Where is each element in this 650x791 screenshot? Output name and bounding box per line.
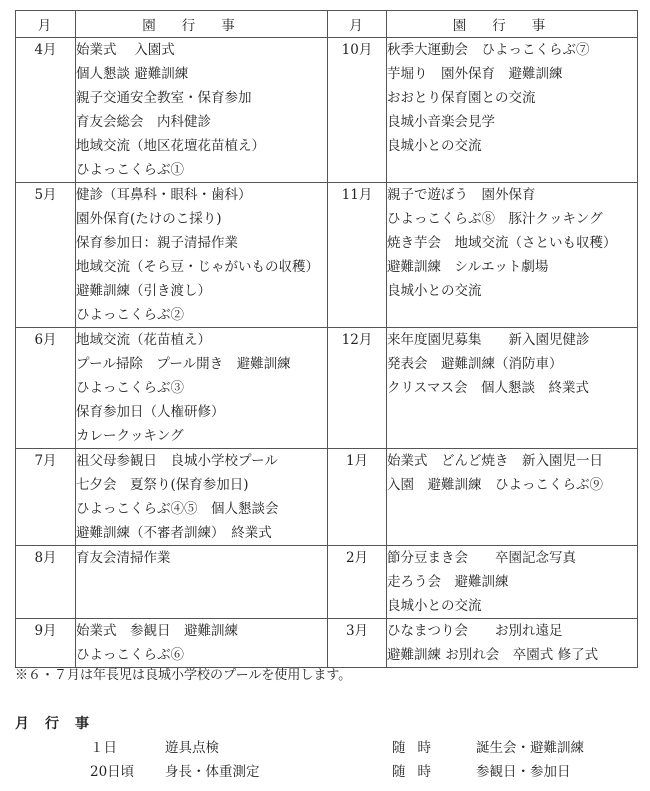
event-item: 発表会 避難訓練（消防車） — [387, 356, 563, 372]
event-item: プール掃除 プール開き 避難訓練 — [76, 356, 291, 372]
month-cell: 8月 — [16, 546, 76, 619]
event-item: 始業式 どんど焼き 新入園児一日 — [387, 453, 603, 469]
event-item: 良城小との交流 — [387, 138, 482, 154]
event-item: 良城小との交流 — [387, 283, 482, 299]
event-item: カレークッキング — [76, 428, 184, 444]
monthly-event-secondary: 参観日・参加日 — [476, 764, 571, 780]
events-cell — [387, 328, 638, 449]
event-item: 園外保育(たけのこ採り) — [76, 211, 222, 227]
event-item: 個人懇談 避難訓練 — [76, 66, 189, 82]
event-item: 避難訓練（不審者訓練） 終業式 — [76, 525, 272, 541]
event-item: 秋季大運動会 ひよっこくらぶ⑦ — [387, 42, 590, 58]
event-item: 始業式 入園式 — [76, 42, 175, 58]
events-cell — [76, 449, 328, 546]
events-cell — [76, 183, 328, 328]
month-cell: 2月 — [328, 546, 387, 619]
event-item: 健診（耳鼻科・眼科・歯科） — [76, 187, 252, 203]
schedule-row — [16, 449, 638, 546]
month-cell: 5月 — [16, 183, 76, 328]
event-item: ひよっこくらぶ⑧ 豚汁クッキング — [387, 211, 603, 227]
table-header-row — [16, 11, 638, 38]
event-item: 避難訓練 お別れ会 卒園式 修了式 — [387, 647, 599, 663]
events-header-left: 園行事 — [76, 11, 328, 38]
event-item: ひよっこくらぶ① — [76, 162, 184, 178]
events-cell — [387, 546, 638, 619]
month-cell: 10月 — [328, 38, 387, 183]
month-cell: 4月 — [16, 38, 76, 183]
events-cell — [76, 546, 328, 619]
event-item: 地域交流（花苗植え） — [76, 332, 211, 348]
event-item: おおとり保育園との交流 — [387, 90, 536, 106]
event-item: 良城小音楽会見学 — [387, 114, 495, 130]
pool-note: ※６・７月は年長児は良城小学校のプールを使用します。 — [15, 668, 352, 683]
event-item: 保育参加日：親子清掃作業 — [76, 235, 238, 251]
event-item: クリスマス会 個人懇談 終業式 — [387, 380, 589, 396]
event-item: 入園 避難訓練 ひよっこくらぶ⑨ — [387, 477, 603, 493]
event-item: ひなまつり会 お別れ遠足 — [387, 623, 563, 639]
monthly-timing: 随時 — [392, 764, 443, 780]
event-item: 地域交流（地区花壇花苗植え） — [76, 138, 265, 154]
month-cell: 12月 — [328, 328, 387, 449]
event-item: ひよっこくらぶ④⑤ 個人懇談会 — [76, 501, 279, 517]
event-item: 地域交流（そら豆・じゃがいもの収穫） — [76, 259, 319, 275]
monthly-event-secondary: 誕生会・避難訓練 — [476, 740, 584, 756]
event-item: 避難訓練 シルエット劇場 — [387, 259, 549, 275]
schedule-row — [16, 38, 638, 183]
event-item: 避難訓練（引き渡し） — [76, 283, 211, 299]
event-item: 走ろう会 避難訓練 — [387, 574, 509, 590]
annual-schedule-table — [15, 10, 638, 668]
month-cell: 3月 — [328, 619, 387, 668]
event-item: 良城小との交流 — [387, 598, 482, 614]
month-cell: 11月 — [328, 183, 387, 328]
events-cell — [76, 38, 328, 183]
monthly-timing: 随時 — [392, 740, 443, 756]
monthly-day: １日 — [90, 740, 117, 756]
event-item: ひよっこくらぶ⑥ — [76, 647, 184, 663]
schedule-row — [16, 619, 638, 668]
monthly-event: 遊具点検 — [165, 740, 219, 756]
month-cell: 9月 — [16, 619, 76, 668]
events-header-right: 園行事 — [387, 11, 638, 38]
event-item: 祖父母参観日 良城小学校プール — [76, 453, 278, 469]
month-cell: 7月 — [16, 449, 76, 546]
month-cell: 1月 — [328, 449, 387, 546]
monthly-event: 身長・体重測定 — [165, 764, 260, 780]
event-item: 節分豆まき会 卒園記念写真 — [387, 550, 576, 566]
event-item: 保育参加日（人権研修） — [76, 404, 225, 420]
event-item: 芋堀り 園外保育 避難訓練 — [387, 66, 563, 82]
events-cell — [76, 328, 328, 449]
event-item: 焼き芋会 地域交流（さといも収穫） — [387, 235, 617, 251]
events-cell — [387, 183, 638, 328]
events-cell — [387, 449, 638, 546]
month-header-left: 月 — [16, 11, 76, 38]
monthly-day: 20日頃 — [90, 764, 135, 780]
schedule-row — [16, 328, 638, 449]
events-cell — [76, 619, 328, 668]
month-cell: 6月 — [16, 328, 76, 449]
event-item: 七夕会 夏祭り(保育参加日) — [76, 477, 249, 493]
month-header-right: 月 — [328, 11, 387, 38]
event-item: 来年度園児募集 新入園児健診 — [387, 332, 590, 348]
schedule-row — [16, 183, 638, 328]
event-item: 育友会総会 内科健診 — [76, 114, 211, 130]
events-cell — [387, 38, 638, 183]
event-item: 育友会清掃作業 — [76, 550, 171, 566]
event-item: ひよっこくらぶ③ — [76, 380, 184, 396]
event-item: 親子で遊ぼう 園外保育 — [387, 187, 536, 203]
event-item: 始業式 参観日 避難訓練 — [76, 623, 238, 639]
monthly-events-title: 月行事 — [15, 716, 105, 732]
schedule-row — [16, 546, 638, 619]
event-item: ひよっこくらぶ② — [76, 307, 184, 323]
events-cell — [387, 619, 638, 668]
event-item: 親子交通安全教室・保育参加 — [76, 90, 252, 106]
